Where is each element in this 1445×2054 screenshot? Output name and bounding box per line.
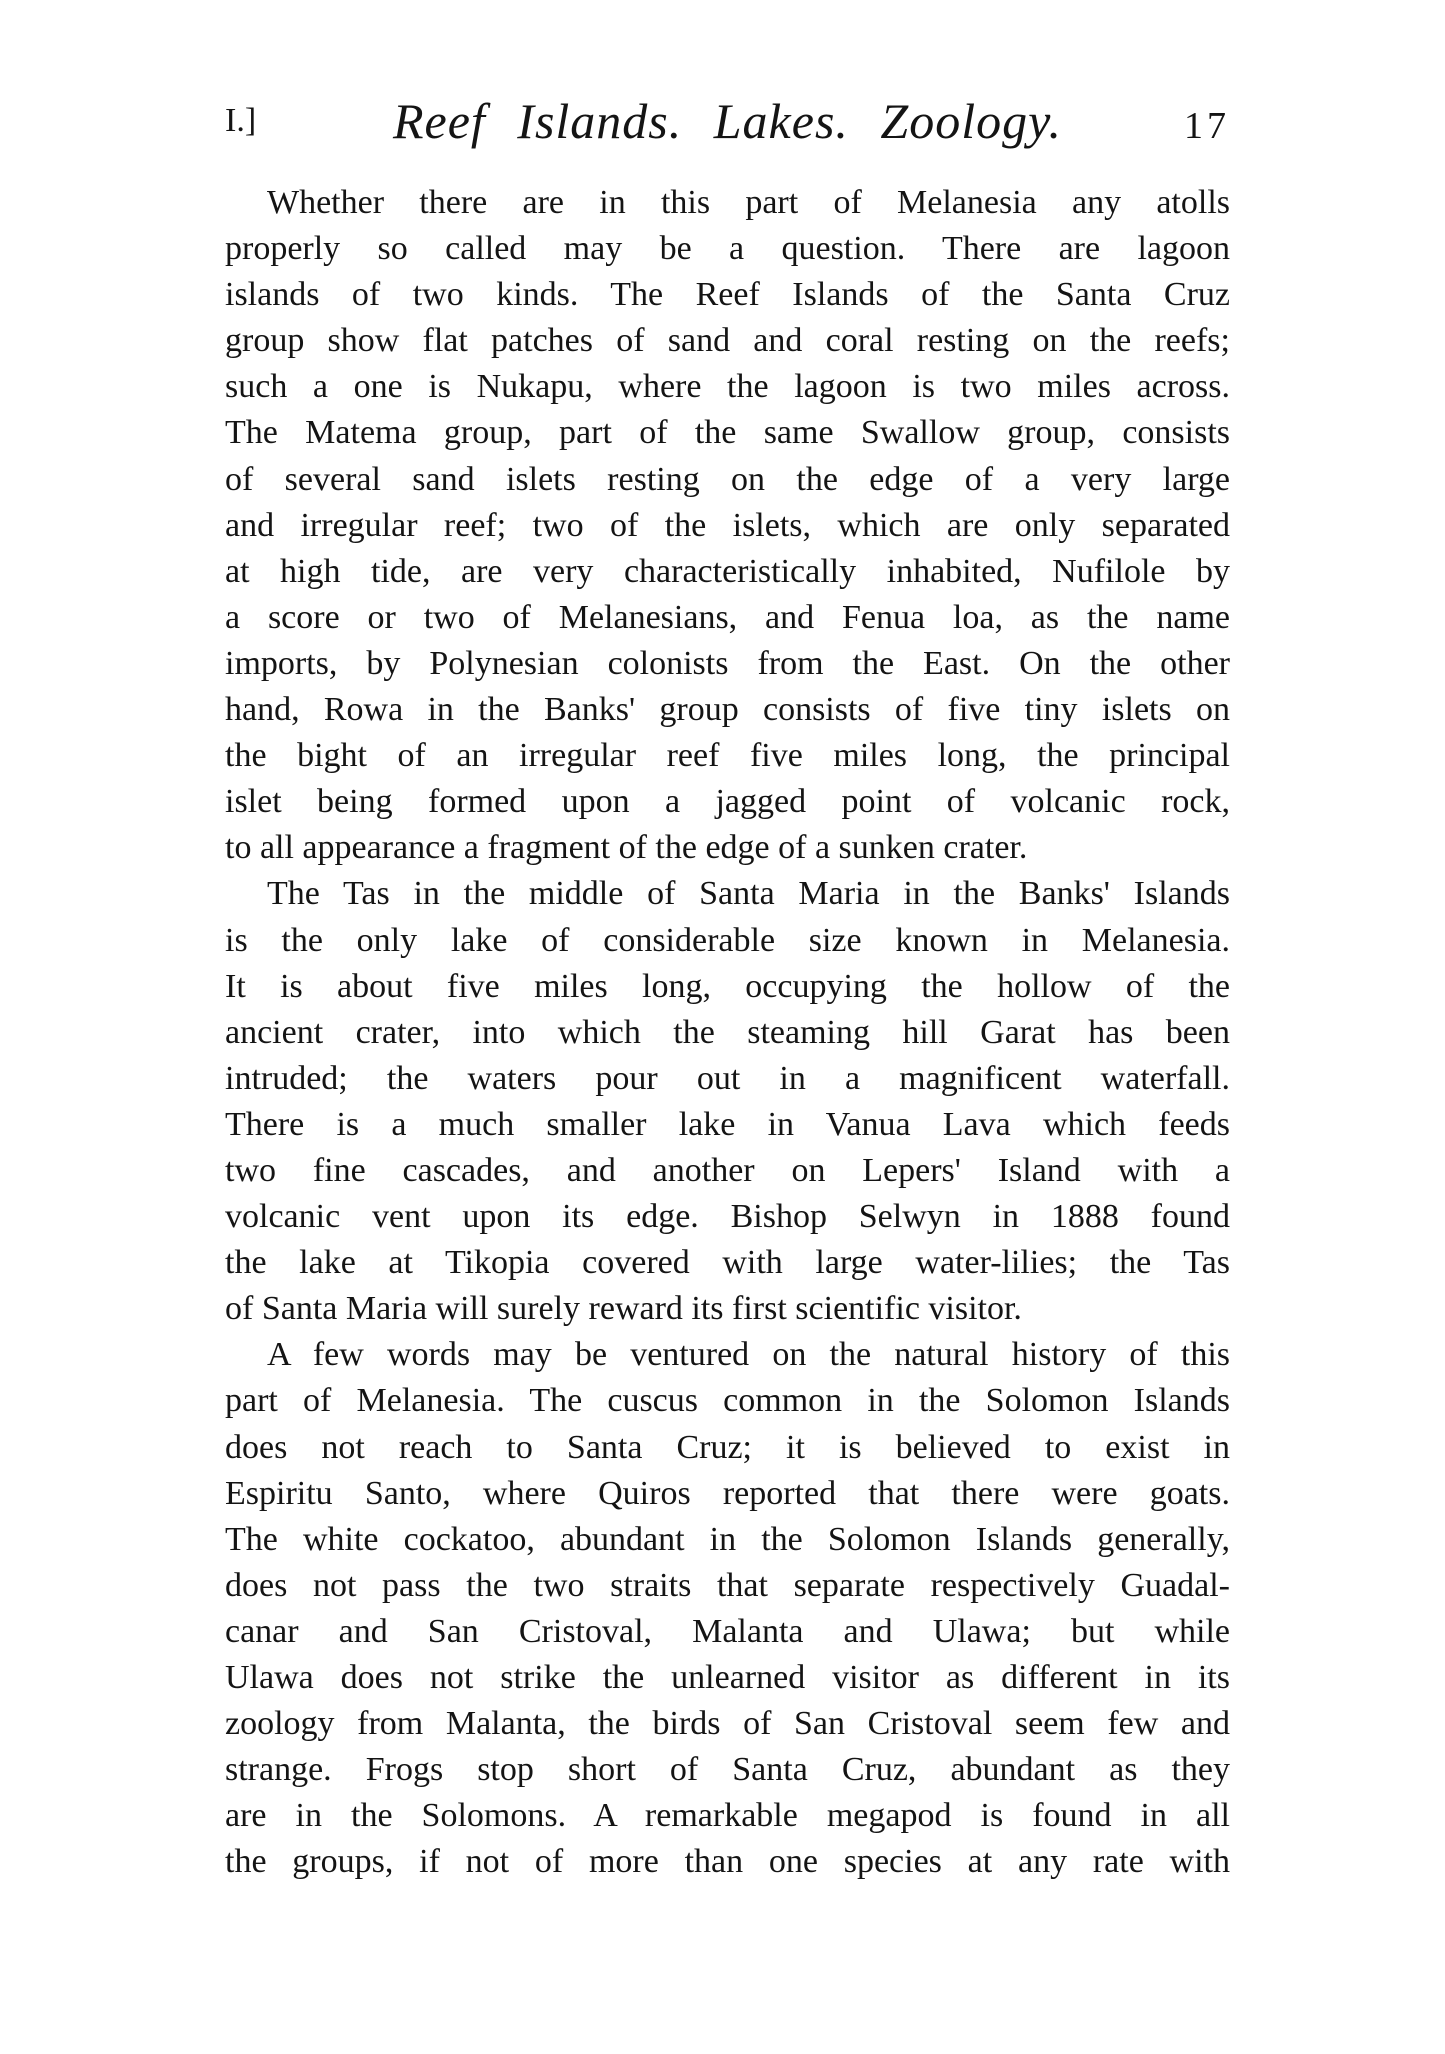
text-line: volcanic vent upon its edge. Bishop Selwyn in 1888 found — [225, 1198, 1230, 1236]
text-line: a score or two of Melanesians, and Fenua loa, as the name — [225, 598, 1230, 636]
text-line: strange. Frogs stop short of Santa Cruz, abundant as they — [225, 1751, 1230, 1789]
chapter-mark: I.] — [225, 102, 257, 139]
text-line: is the only lake of considerable size known in Melanesia. — [225, 921, 1230, 959]
text-line: The Tas in the middle of Santa Maria in the Banks' Islands — [267, 875, 1230, 913]
text-line: The white cockatoo, abundant in the Solomon Islands generally, — [225, 1520, 1230, 1558]
text-line: does not pass the two straits that separate respectively Guadal- — [225, 1566, 1230, 1604]
text-line: hand, Rowa in the Banks' group consists of five tiny islets on — [225, 691, 1230, 729]
text-line: Espiritu Santo, where Quiros reported that there were goats. — [225, 1474, 1230, 1512]
text-line: the lake at Tikopia covered with large water-lilies; the Tas — [225, 1244, 1230, 1282]
text-line: zoology from Malanta, the birds of San Cristoval seem few and — [225, 1705, 1230, 1743]
text-line: intruded; the waters pour out in a magnificent waterfall. — [225, 1059, 1230, 1097]
text-line: A few words may be ventured on the natural history of this — [267, 1336, 1230, 1374]
text-line: two fine cascades, and another on Lepers' Island with a — [225, 1151, 1230, 1189]
paragraph-lakes — [225, 871, 1230, 1332]
text-line: to all appearance a fragment of the edge of a sunken crater. — [225, 829, 1028, 867]
text-line: and irregular reef; two of the islets, which are only separated — [225, 506, 1230, 544]
text-line: islet being formed upon a jagged point of volcanic rock, — [225, 783, 1230, 821]
page-number: 17 — [1184, 105, 1230, 147]
body-text — [225, 180, 1230, 1885]
text-line: does not reach to Santa Cruz; it is believed to exist in — [225, 1428, 1230, 1466]
text-line: The Matema group, part of the same Swallow group, consists — [225, 414, 1230, 452]
text-line: properly so called may be a question. There are lagoon — [225, 230, 1230, 268]
text-line: islands of two kinds. The Reef Islands of the Santa Cruz — [225, 276, 1230, 314]
text-line: at high tide, are very characteristically inhabited, Nufilole by — [225, 552, 1230, 590]
text-line: There is a much smaller lake in Vanua Lava which feeds — [225, 1105, 1230, 1143]
text-line: the groups, if not of more than one species at any rate with — [225, 1843, 1230, 1881]
text-line: Whether there are in this part of Melanesia any atolls — [267, 184, 1230, 221]
text-line: Ulawa does not strike the unlearned visitor as different in its — [225, 1659, 1230, 1696]
text-line: of Santa Maria will surely reward its first scientific visitor. — [225, 1290, 1022, 1328]
text-line: such a one is Nukapu, where the lagoon is two miles across. — [225, 368, 1230, 406]
running-head — [225, 92, 1230, 162]
paragraph-reef-islands — [225, 180, 1230, 871]
text-line: canar and San Cristoval, Malanta and Ulawa; but while — [225, 1612, 1230, 1650]
text-line: ancient crater, into which the steaming hill Garat has been — [225, 1013, 1230, 1051]
text-line: It is about five miles long, occupying the hollow of the — [225, 967, 1230, 1005]
paragraph-zoology — [225, 1332, 1230, 1885]
running-title: Reef Islands. Lakes. Zoology. — [392, 93, 1063, 149]
text-line: part of Melanesia. The cuscus common in the Solomon Islands — [225, 1382, 1230, 1420]
text-line: the bight of an irregular reef five miles long, the principal — [225, 737, 1230, 775]
text-line: group show flat patches of sand and coral resting on the reefs; — [225, 322, 1230, 360]
text-line: of several sand islets resting on the edge of a very large — [225, 460, 1230, 498]
text-line: imports, by Polynesian colonists from the East. On the other — [225, 644, 1230, 682]
text-line: are in the Solomons. A remarkable megapod is found in all — [225, 1797, 1230, 1835]
